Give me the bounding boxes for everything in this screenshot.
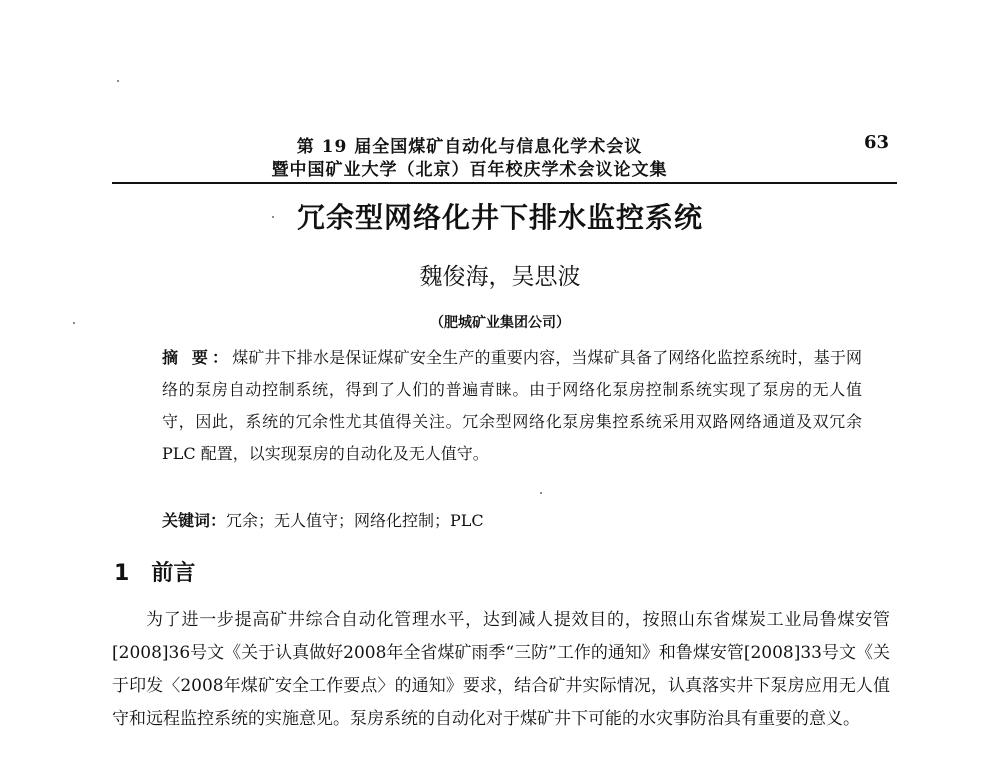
keywords — [162, 508, 484, 531]
running-header — [112, 128, 897, 182]
abstract — [162, 342, 862, 470]
page-number: 63 — [863, 132, 889, 153]
paper-title: 冗余型网络化井下排水监控系统 — [296, 201, 703, 234]
keywords-text: 冗余；无人值守；网络化控制；PLC — [226, 511, 484, 530]
scan-speck — [540, 492, 542, 494]
paper-authors: 魏俊海，吴思波 — [419, 264, 581, 290]
proceedings-name: 暨中国矿业大学（北京）百年校庆学术会议论文集 — [271, 160, 668, 180]
abstract-text: 煤矿井下排水是保证煤矿安全生产的重要内容，当煤矿具备了网络化监控系统时，基于网络的泵房自动控制系统，得到了人们的普遍青睐。由于网络化泵房控制系统实现了泵房的无人值守，因此，系统的冗余性尤其值得关注。冗余型网络化泵房集控系统采用双路网络通道及双冗余 PLC 配置，以实现泵房的自动化及无人值守。 — [162, 348, 862, 463]
abstract-label: 摘 要： — [162, 348, 233, 367]
scan-speck — [117, 80, 119, 82]
section-paragraph: 为了进一步提高矿井综合自动化管理水平，达到减人提效目的，按照山东省煤炭工业局鲁煤安管[2008]36号文《关于认真做好2008年全省煤矿雨季“三防”工作的通知》和鲁煤安管[2008]33号文《关于印发〈2008年煤矿安全工作要点〉的通知》要求，结合矿井实际情况，认真落实井下泵房应用无人值守和远程监控系统的实施意见。泵房系统的自动化对于煤矿井下可能的水灾事防治具有重要的意义。 — [112, 610, 890, 729]
section-number: 1 — [114, 561, 130, 586]
section-title: 前言 — [151, 561, 196, 586]
conference-name: 第 19 届全国煤矿自动化与信息化学术会议 — [296, 137, 643, 157]
header-rule — [112, 182, 897, 184]
paper-affiliation: （肥城矿业集团公司） — [430, 315, 570, 331]
section-heading — [114, 556, 195, 587]
keywords-label: 关键词： — [162, 511, 227, 530]
